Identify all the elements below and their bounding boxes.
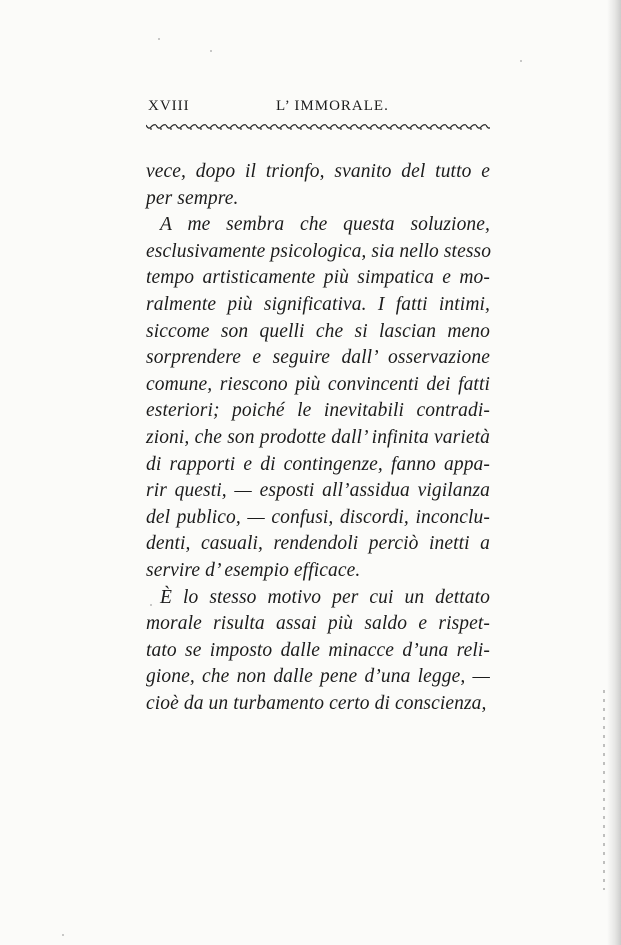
page-edge-shadow — [607, 0, 621, 945]
page-edge-marks — [603, 690, 605, 890]
text-line: rir questi, — esposti all’assidua vigilanza — [146, 480, 490, 502]
text-line: vece, dopo il trionfo, svanito del tutto e — [146, 161, 490, 182]
paragraph — [146, 212, 490, 584]
text-line: tato se imposto dalle minacce d’una reli- — [146, 639, 490, 661]
text-line: zioni, che son prodotte dall’ infinita varietà — [146, 426, 490, 448]
text-line: tempo artisticamente più simpatica e mo- — [146, 267, 490, 289]
text-line: denti, casuali, rendendoli perciò inetti a — [146, 533, 490, 555]
text-line: sorprendere e seguire dall’ osservazione — [146, 347, 490, 369]
text-line: A me sembra che questa soluzione, — [160, 214, 490, 236]
page-number: XVIII — [148, 98, 190, 114]
ornamental-rule — [146, 124, 490, 132]
text-line: cioè da un turbamento certo di conscienza, — [146, 692, 487, 714]
paragraph — [146, 159, 490, 212]
text-line: morale risulta assai più saldo e rispet- — [146, 613, 490, 635]
text-line: servire d’ esempio efficace. — [146, 559, 361, 581]
text-line: gione, che non dalle pene d’una legge, — — [146, 666, 490, 688]
text-line: del publico, — confusi, discordi, inconclu- — [146, 506, 490, 528]
text-line: per sempre. — [146, 187, 239, 209]
body-text — [146, 159, 490, 717]
text-line: esteriori; poiché le inevitabili contradi- — [146, 400, 490, 422]
text-line: È lo stesso motivo per cui un dettato — [160, 586, 490, 608]
text-line: di rapporti e di contingenze, fanno appa- — [146, 453, 490, 475]
text-line: ralmente più significativa. I fatti intimi, — [146, 293, 490, 315]
text-line: esclusivamente psicologica, sia nello stesso — [146, 240, 492, 262]
text-line: siccome son quelli che si lascian meno — [146, 320, 490, 342]
text-line: comune, riescono più convincenti dei fatti — [146, 373, 490, 395]
running-title: L’ IMMORALE. — [276, 98, 389, 114]
paragraph — [146, 585, 490, 718]
running-head — [148, 98, 488, 118]
